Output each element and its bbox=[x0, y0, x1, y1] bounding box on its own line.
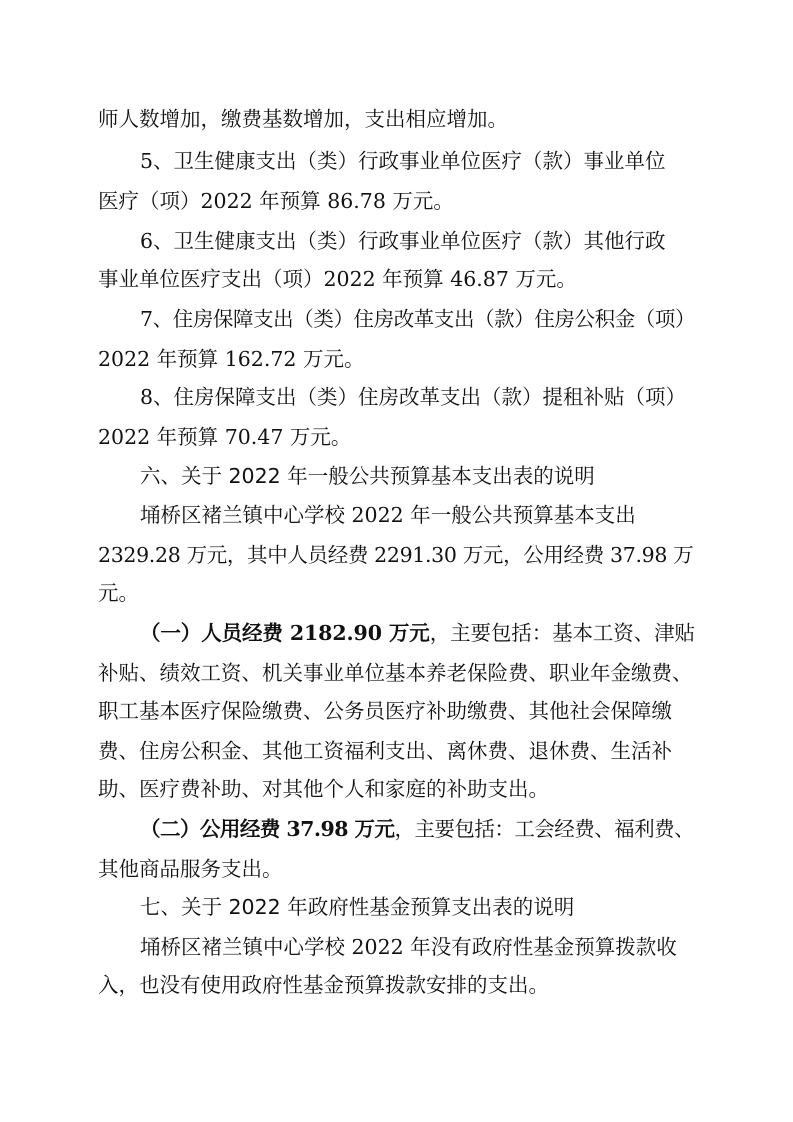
item-5-line-2: 医疗（项）2022 年预算 86.78 万元。 bbox=[98, 189, 454, 213]
item-7-line-1: 7、住房保障支出（类）住房改革支出（款）住房公积金（项） bbox=[140, 307, 696, 331]
personnel-cost-line-4: 费、住房公积金、其他工资福利支出、离休费、退休费、生活补 bbox=[98, 739, 672, 763]
section-7-line-1: 埇桥区褚兰镇中心学校 2022 年没有政府性基金预算拨款收 bbox=[140, 935, 677, 959]
section-6-heading: 六、关于 2022 年一般公共预算基本支出表的说明 bbox=[140, 464, 595, 488]
section-6-line-2: 2329.28 万元，其中人员经费 2291.30 万元，公用经费 37.98 万 bbox=[98, 543, 694, 567]
public-cost-title: （二）公用经费 37.98 万元 bbox=[140, 817, 395, 841]
personnel-cost-line-1 bbox=[0, 613, 793, 653]
section-7-line-2: 入，也没有使用政府性基金预算拨款安排的支出。 bbox=[98, 973, 549, 997]
public-cost-intro: ，主要包括：工会经费、福利费、 bbox=[394, 817, 695, 841]
paragraph-line: 师人数增加，缴费基数增加，支出相应增加。 bbox=[98, 107, 508, 131]
personnel-cost-title: （一）人员经费 2182.90 万元 bbox=[140, 621, 430, 645]
section-6-line-1: 埇桥区褚兰镇中心学校 2022 年一般公共预算基本支出 bbox=[140, 503, 636, 527]
public-cost-line-2: 其他商品服务支出。 bbox=[98, 857, 283, 881]
item-7-line-2: 2022 年预算 162.72 万元。 bbox=[98, 347, 365, 371]
item-8-line-1: 8、住房保障支出（类）住房改革支出（款）提租补贴（项） bbox=[140, 385, 687, 409]
personnel-cost-line-3: 职工基本医疗保险缴费、公务员医疗补助缴费、其他社会保障缴 bbox=[98, 699, 672, 723]
section-6-line-3: 元。 bbox=[98, 581, 139, 605]
personnel-cost-line-5: 助、医疗费补助、对其他个人和家庭的补助支出。 bbox=[98, 777, 549, 801]
personnel-cost-line-2: 补贴、绩效工资、机关事业单位基本养老保险费、职业年金缴费、 bbox=[98, 661, 693, 685]
public-cost-line-1 bbox=[0, 809, 793, 849]
personnel-cost-intro: ，主要包括：基本工资、津贴 bbox=[429, 621, 695, 645]
item-8-line-2: 2022 年预算 70.47 万元。 bbox=[98, 425, 352, 449]
item-5-line-1: 5、卫生健康支出（类）行政事业单位医疗（款）事业单位 bbox=[140, 149, 666, 173]
item-6-line-1: 6、卫生健康支出（类）行政事业单位医疗（款）其他行政 bbox=[140, 229, 666, 253]
item-6-line-2: 事业单位医疗支出（项）2022 年预算 46.87 万元。 bbox=[98, 267, 577, 291]
section-7-heading: 七、关于 2022 年政府性基金预算支出表的说明 bbox=[140, 895, 575, 919]
